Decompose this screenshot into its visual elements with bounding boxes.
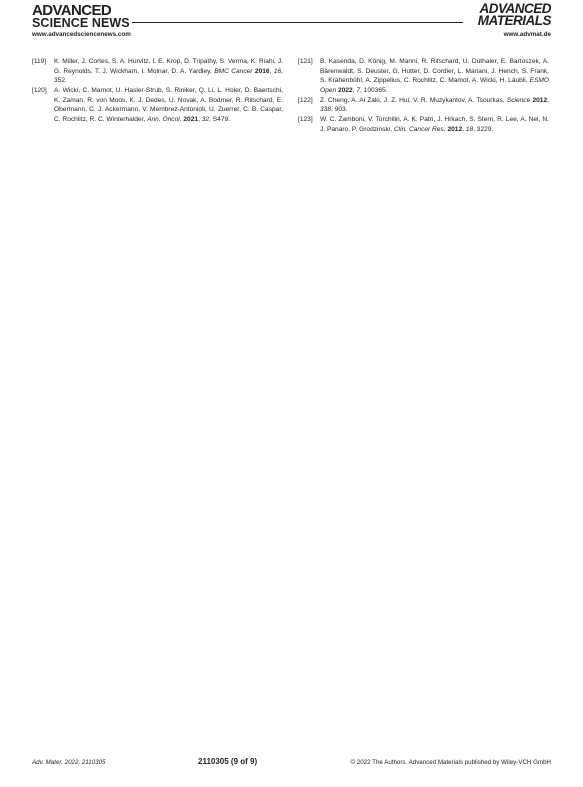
logo-text-advanced-right: ADVANCED [479,1,551,16]
advanced-science-news-logo [32,4,130,29]
references-column-left [32,57,283,125]
reference-item: [122] Z. Cheng, A. Al Zaki, J. Z. Hui, V. R. Muzykantov, A. Tsourkas, Science 2012, 338, 903. [298,96,549,114]
reference-volume: 16 [273,67,282,75]
journal-url-right[interactable]: www.advmat.de [503,31,551,38]
reference-number: [121] [298,58,313,65]
reference-volume: 338 [320,106,332,114]
reference-item: [123] W. C. Zamboni, V. Torchilin, A. K. Patri, J. Hrkach, S. Stern, R. Lee, A. Nel, N. J. Panaro, P. Grodzinski, Clin. Cancer Res. 2012, 18, 3229. [298,116,549,133]
reference-pages: 3229. [476,125,494,133]
reference-item: [120] A. Wicki, C. Mamot, U. Hasler-Strub, S. Riniker, Q. Li, L. Holer, D. Baertschi, K. Zaman, R. von Moos, K. J. Dedes, U. Novak, A. Bodmer, R. Ritschard, E. Obermann, C. J. Ackermann, V. Membrez-Antonioli, U. Zuerrer, C. B. Caspar, C. Rochlitz, R. C. Winterhalder, Ann. Oncol. 2021, 32, S479. [32,87,283,123]
reference-authors: W. C. Zamboni, V. Torchilin, A. K. Patri, J. Hrkach, S. Stern, R. Lee, A. Nel, N. J. Panaro, P. Grodzinski, [320,116,549,133]
reference-year: 2021 [183,115,199,123]
reference-pages: 100365. [363,86,388,94]
header-rule [132,22,463,23]
logo-text-materials: MATERIALS [477,12,551,28]
reference-journal: ESMO Open [320,77,549,94]
reference-number: [119] [32,58,47,65]
reference-authors: Z. Cheng, A. Al Zaki, J. Z. Hui, V. R. Muzykantov, A. Tsourkas, [320,96,505,104]
footer-page-number: 2110305 (9 of 9) [198,757,258,766]
references-column-right [298,57,549,135]
reference-journal: Science [506,96,531,104]
reference-pages: 352. [54,77,67,85]
reference-number: [120] [32,87,47,95]
footer-citation: Adv. Mater. 2022, 2110305 [32,759,106,766]
reference-item: [121] B. Kasenda, D. König, M. Manni, R. Ritschard, U. Duthaler, E. Bartoszek, A. Bärenwaldt, S. Deuster, G. Hutter, D. Cordier, L. Mariani, J. Hench, S. Frank, S. Krähenbühl, A. Zippelius, C. Rochlitz, C. Mamot, A. Wicki, H. Läubli, ESMO Open 2022, 7, 100365. [298,58,549,94]
reference-volume: 7 [356,86,360,94]
reference-volume: 18 [465,125,474,133]
reference-number: [122] [298,96,313,104]
reference-number: [123] [298,116,313,124]
reference-journal: BMC Cancer [214,67,253,75]
reference-year: 2016 [254,67,270,75]
reference-authors: K. Miller, J. Cortes, S. A. Hurvitz, I. E. Krop, D. Tripathy, S. Verma, K. Riahi, J. G. Reynolds, T. J. Wickham, I. Molnar, D. A. Yardley, [54,58,283,75]
logo-text-science-news: SCIENCE NEWS [32,16,130,30]
reference-volume: 32 [201,115,210,123]
footer-copyright: © 2022 The Authors. Advanced Materials published by Wiley-VCH GmbH [350,759,551,766]
reference-item: [119] K. Miller, J. Cortes, S. A. Hurvitz, I. E. Krop, D. Tripathy, S. Verma, K. Riahi, J. G. Reynolds, T. J. Wickham, I. Molnar, D. A. Yardley, BMC Cancer 2016, 16, 352. [32,58,283,85]
reference-year: 2012 [532,96,548,104]
reference-journal: Clin. Cancer Res. [393,125,446,133]
journal-url-left[interactable]: www.advancedsciencenews.com [32,31,131,38]
reference-year: 2012 [447,125,463,133]
reference-authors: B. Kasenda, D. König, M. Manni, R. Ritschard, U. Duthaler, E. Bartoszek, A. Bärenwaldt, S. Deuster, G. Hutter, D. Cordier, L. Mariani, J. Hench, S. Frank, S. Krähenbühl, A. Zippelius, C. Rochlitz, C. Mamot, A. Wicki, H. Läubli, [320,58,549,85]
reference-pages: S479. [212,115,230,123]
reference-pages: 903. [334,106,348,114]
reference-authors: A. Wicki, C. Mamot, U. Hasler-Strub, S. Riniker, Q. Li, L. Holer, D. Baertschi, K. Zaman, R. von Moos, K. J. Dedes, U. Novak, A. Bodmer, R. Ritschard, E. Obermann, C. J. Ackermann, V. Membrez-Antonioli, U. Zuerrer, C. B. Caspar, C. Rochlitz, R. C. Winterhalder, [54,87,283,123]
reference-year: 2022 [337,86,353,94]
advanced-materials-logo [478,3,551,26]
logo-text-advanced: ADVANCED [32,2,112,19]
reference-journal: Ann. Oncol. [147,115,182,123]
